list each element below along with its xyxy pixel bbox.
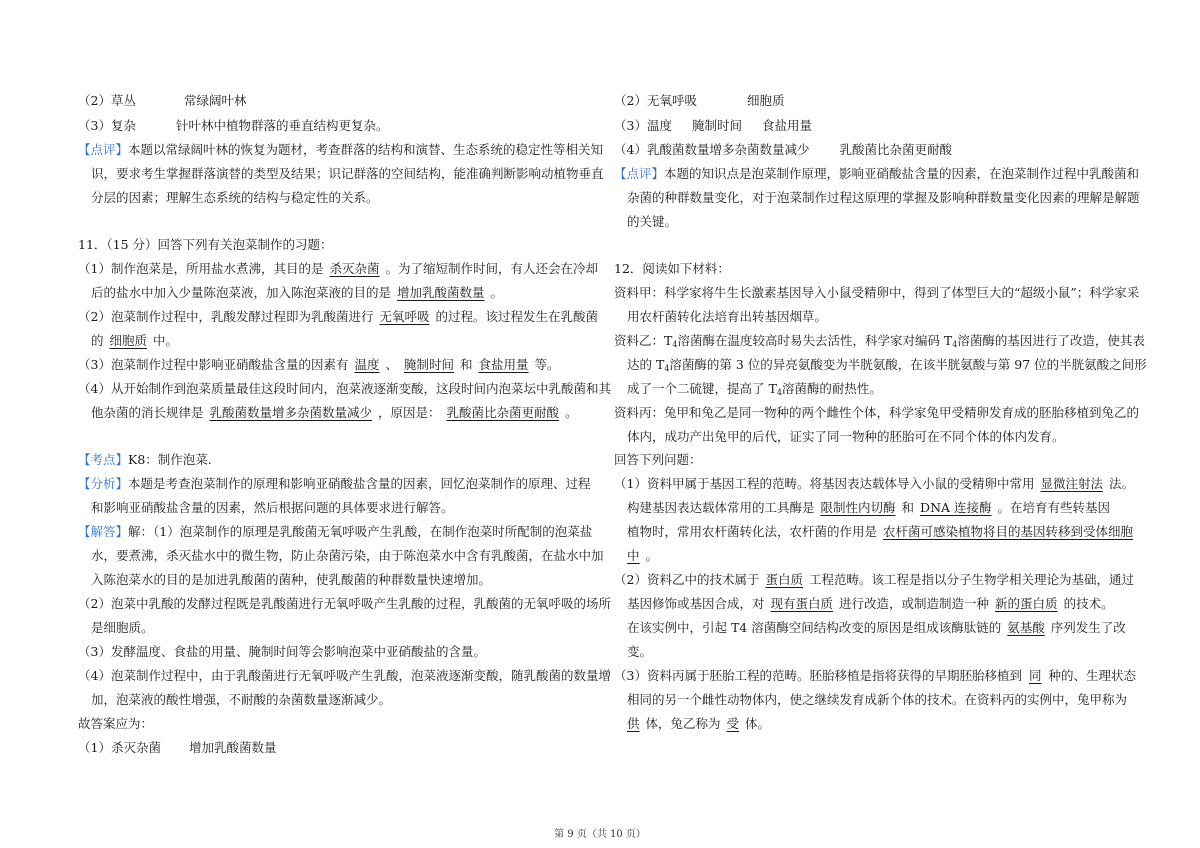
answer-blank: 腌制时间 xyxy=(404,357,455,372)
left-line-26: （1）杀灭杂菌 增加乳酸菌数量 xyxy=(78,740,277,755)
right-line-16: （1）资料甲属于基因工程的范畴。将基因表达载体导入小鼠的受精卵中常用 显微注射法 法。 xyxy=(614,476,1134,491)
right-line-25: 相同的另一个雌性动物体内，使之继续发育成新个体的技术。在资料丙的实例中，兔甲称为 xyxy=(627,692,1128,707)
left-line-20: （2）泡菜中乳酸的发酵过程既是乳酸菌进行无氧呼吸产生乳酸的过程，乳酸菌的无氧呼吸的场所 xyxy=(78,596,611,611)
answer-blank: 显微注射法 xyxy=(1040,476,1103,491)
answer-blank: DNA 连接酶 xyxy=(920,500,992,515)
left-line-9: （2）泡菜制作过程中，乳酸发酵过程即为乳酸菌进行 无氧呼吸 的过程。该过程发生在乳酸菌 xyxy=(78,309,598,324)
right-line-22: 在该实例中，引起 T4 溶菌酶空间结构改变的原因是组成该酶肽链的 氨基酸 序列发生了改 xyxy=(627,620,1126,635)
left-line-5: 分层的因素；理解生态系统的结构与稳定性的关系。 xyxy=(91,190,379,205)
question-12-title: 12．阅读如下材料： xyxy=(614,261,730,276)
left-line-17: 【解答】解：（1）泡菜制作的原理是乳酸菌无氧呼吸产生乳酸，在制作泡菜时所配制的泡菜盐 xyxy=(78,524,593,539)
right-line-1: （2）无氧呼吸 细胞质 xyxy=(614,93,785,108)
answer-blank: 限制性内切酶 xyxy=(820,500,896,515)
right-line-8: 资料甲：科学家将牛生长激素基因导入小鼠受精卵中，得到了体型巨大的“超级小鼠”；科学家采 xyxy=(614,285,1140,300)
right-line-17: 构建基因表达载体常用的工具酶是 限制性内切酶 和 DNA 连接酶 。在培育有些转基因 xyxy=(627,500,1111,515)
right-line-21: 基因修饰或基因合成，对 现有蛋白质 进行改造，或制造制造一种 新的蛋白质 的技术。 xyxy=(627,596,1114,611)
answer-blank: 供 xyxy=(627,716,640,731)
right-line-18: 植物时，常用农杆菌转化法，农杆菌的作用是 农杆菌可感染植物将目的基因转移到受体细胞 xyxy=(627,524,1134,539)
answer-blank: 乳酸菌比杂菌更耐酸 xyxy=(446,405,560,420)
page-footer: 第 9 页（共 10 页） xyxy=(554,829,646,840)
left-line-14: 【考点】K8：制作泡菜. xyxy=(78,452,212,467)
right-line-2: （3）温度 腌制时间 食盐用量 xyxy=(614,118,812,133)
answer-blank: 食盐用量 xyxy=(478,357,529,372)
left-line-11: （3）泡菜制作过程中影响亚硝酸盐含量的因素有 温度 、 腌制时间 和 食盐用量 等。 xyxy=(78,357,560,372)
right-line-9: 用农杆菌转化法培育出转基因烟草。 xyxy=(627,309,828,324)
left-line-15: 【分析】本题是考查泡菜制作的原理和影响亚硝酸盐含量的因素，回忆泡菜制作的原理、过程 xyxy=(78,476,591,491)
answer-blank: 同 xyxy=(1028,668,1042,683)
topic-tag: 【考点】 xyxy=(78,452,129,467)
review-tag: 【点评】 xyxy=(78,142,129,157)
answer-blank: 增加乳酸菌数量 xyxy=(397,285,485,300)
left-line-4: 识，要求考生掌握群落演替的类型及结果；识记群落的空间结构，能准确判断影响动植物垂直 xyxy=(91,166,604,181)
left-line-25: 故答案应为： xyxy=(78,716,154,731)
answer-blank: 农杆菌可感染植物将目的基因转移到受体细胞 xyxy=(883,524,1134,539)
right-line-23: 变。 xyxy=(627,644,653,659)
answer-blank: 现有蛋白质 xyxy=(770,596,834,611)
right-line-19: 中 。 xyxy=(627,548,659,563)
answer-blank: 新的蛋白质 xyxy=(995,596,1058,611)
analysis-tag: 【分析】 xyxy=(78,476,129,491)
left-line-2: （3）复杂 针叶林中植物群落的垂直结构更复杂。 xyxy=(78,118,389,133)
left-line-19: 入陈泡菜水的目的是加进乳酸菌的菌种，使乳酸菌的种群数量快速增加。 xyxy=(91,572,492,587)
question-11-title: 11．（15 分）回答下列有关泡菜制作的习题： xyxy=(78,237,333,252)
left-line-21: 是细胞质。 xyxy=(91,620,154,635)
left-line-12: （4）从开始制作到泡菜质量最佳这段时间内，泡菜液逐渐变酸，这段时间内泡菜坛中乳酸菌和其 xyxy=(78,381,611,396)
right-line-13: 资料丙：兔甲和兔乙是同一物种的两个雌性个体，科学家兔甲受精卵发育成的胚胎移植到兔乙的 xyxy=(614,405,1140,420)
left-line-18: 水，要煮沸，杀灭盐水中的微生物，防止杂菌污染，由于陈泡菜水中含有乳酸菌，在盐水中加 xyxy=(91,548,604,563)
review-tag: 【点评】 xyxy=(614,166,665,181)
answer-blank: 受 xyxy=(726,716,740,731)
solution-tag: 【解答】 xyxy=(78,524,129,539)
answer-blank: 细胞质 xyxy=(109,333,148,348)
answer-blank: 氨基酸 xyxy=(1007,620,1045,635)
answer-blank: 乳酸菌数量增多杂菌数量减少 xyxy=(209,405,373,420)
right-line-20: （2）资料乙中的技术属于 蛋白质 工程范畴。该工程是指以分子生物学相关理论为基础，通过 xyxy=(614,572,1134,587)
right-line-12: 成了一个二硫键，提高了 $T_4$溶菌酶的耐热性。 xyxy=(627,381,882,397)
right-line-3: （4）乳酸菌数量增多杂菌数量减少 乳酸菌比杂菌更耐酸 xyxy=(614,142,952,157)
answer-blank: 杀灭杂菌 xyxy=(329,261,380,276)
right-line-4: 【点评】本题的知识点是泡菜制作原理，影响亚硝酸盐含量的因素，在泡菜制作过程中乳酸菌和 xyxy=(614,166,1140,181)
left-line-8: 后的盐水中加入少量陈泡菜液，加入陈泡菜液的目的是 增加乳酸菌数量 。 xyxy=(91,285,504,300)
right-line-11: 达的 $T_4$溶菌酶的第 3 位的异亮氨酸变为半胱氨酸，在该半胱氨酸与第 97 位的半胱氨酸之间形 xyxy=(627,357,1147,373)
left-line-3: 【点评】本题以常绿阔叶林的恢复为题材，考查群落的结构和演替、生态系统的稳定性等相关知 xyxy=(78,142,604,157)
left-line-22: （3）发酵温度、食盐的用量、腌制时间等会影响泡菜中亚硝酸盐的含量。 xyxy=(78,644,486,659)
left-line-24: 加，泡菜液的酸性增强，不耐酸的杂菌数量逐渐减少。 xyxy=(91,692,392,707)
left-line-23: （4）泡菜制作过程中，由于乳酸菌进行无氧呼吸产生乳酸，泡菜液逐渐变酸，随乳酸菌的数量增 xyxy=(78,668,611,683)
right-line-6: 的关键。 xyxy=(627,214,678,229)
right-line-24: （3）资料丙属于胚胎工程的范畴。胚胎移植是指将获得的早期胚胎移植到 同 种的、生理状态 xyxy=(614,668,1136,683)
left-line-1: （2）草丛 常绿阔叶林 xyxy=(78,93,247,108)
answer-blank: 无氧呼吸 xyxy=(379,309,430,324)
left-line-16: 和影响亚硝酸盐含量的因素，然后根据问题的具体要求进行解答。 xyxy=(91,500,454,515)
right-line-15: 回答下列问题： xyxy=(614,452,702,467)
right-line-26: 供 体，兔乙称为 受 体。 xyxy=(627,716,771,731)
answer-blank: 中 xyxy=(627,548,640,563)
right-line-14: 体内，成功产出兔甲的后代，证实了同一物种的胚胎可在不同个体的体内发育。 xyxy=(627,429,1065,444)
left-line-7: （1）制作泡菜是，所用盐水煮沸，其目的是 杀灭杂菌 。为了缩短制作时间，有人还会在冷却 xyxy=(78,261,598,276)
right-line-5: 杂菌的种群数量变化，对于泡菜制作过程这原理的掌握及影响种群数量变化因素的理解是解题 xyxy=(627,190,1140,205)
left-line-13: 他杂菌的消长规律是 乳酸菌数量增多杂菌数量减少 ，原因是： 乳酸菌比杂菌更耐酸 。 xyxy=(91,405,578,420)
left-line-10: 的 细胞质 中。 xyxy=(91,333,179,348)
right-line-10: 资料乙：$T_4$溶菌酶在温度较高时易失去活性，科学家对编码 $T_4$溶菌酶的基因进行了改造，使其表 xyxy=(614,333,1145,349)
answer-blank: 温度 xyxy=(354,357,380,372)
answer-blank: 蛋白质 xyxy=(765,572,803,587)
